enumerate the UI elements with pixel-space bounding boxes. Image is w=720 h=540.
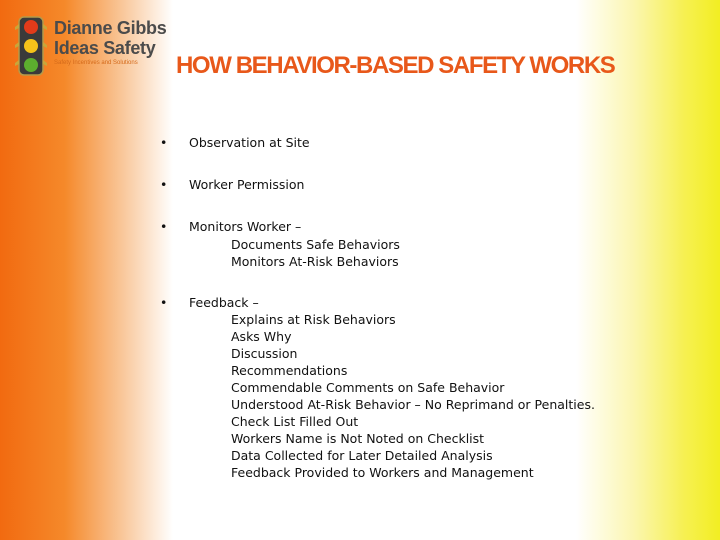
bullet-dot: • [160, 135, 168, 150]
bullet-dot: • [160, 294, 168, 310]
sub-item: Feedback Provided to Workers and Management [231, 465, 534, 480]
bullet-text: Worker Permission [189, 176, 305, 192]
sub-item: Data Collected for Later Detailed Analysis [231, 448, 493, 463]
slide-title: HOW BEHAVIOR-BASED SAFETY WORKS [176, 52, 615, 79]
bullet-item [160, 218, 640, 270]
logo-text [54, 18, 166, 66]
bullet-item [160, 294, 640, 482]
company-logo [14, 16, 167, 76]
logo-tagline: Safety Incentives and Solutions [54, 60, 138, 66]
sub-item: Monitors At-Risk Behaviors [231, 253, 399, 269]
bullet-text: Monitors Worker – [189, 219, 302, 234]
sub-item: Asks Why [231, 329, 292, 344]
sub-item: Discussion [231, 346, 298, 361]
sub-item: Workers Name is Not Noted on Checklist [231, 431, 485, 446]
bullet-item [160, 134, 640, 152]
sub-item: Check List Filled Out [231, 414, 359, 429]
bullet-text: Feedback – [189, 294, 259, 310]
bullet-list [160, 134, 640, 481]
bullet-dot: • [160, 219, 168, 234]
logo-name-line1: Dianne Gibbs [54, 18, 167, 38]
sub-item: Commendable Comments on Safe Behavior [231, 380, 505, 395]
sub-item: Understood At-Risk Behavior – No Reprimand or Penalties. [231, 397, 595, 412]
bullet-item [160, 176, 640, 194]
sub-item: Documents Safe Behaviors [231, 236, 400, 252]
traffic-light-icon [14, 16, 48, 76]
sub-item: Explains at Risk Behaviors [231, 312, 396, 327]
logo-name-line2: Ideas Safety [54, 38, 156, 58]
bullet-dot: • [160, 176, 168, 192]
sub-item: Recommendations [231, 363, 348, 378]
bullet-text: Observation at Site [189, 135, 310, 150]
